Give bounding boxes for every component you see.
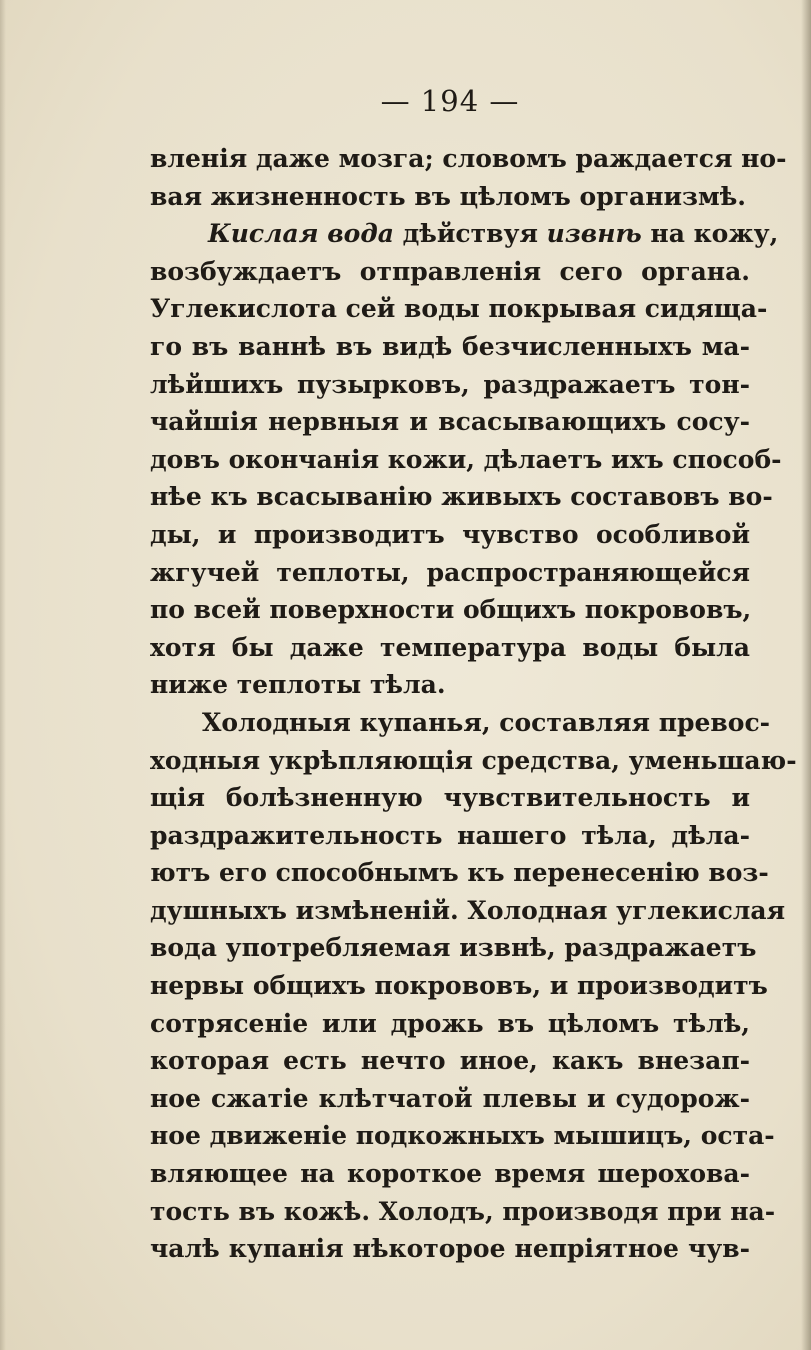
text-line: ды, и производитъ чувство особливой: [150, 519, 750, 549]
text-line: сотрясеніе или дрожь въ цѣломъ тѣлѣ,: [150, 1008, 750, 1038]
page-gutter-shadow: [0, 0, 6, 1350]
text-line: ниже теплоты тѣла.: [150, 670, 446, 700]
text-line: вляющее на короткое время шерохова-: [150, 1159, 750, 1189]
text-line: ходныя укрѣпляющія средства, уменьшаю-: [150, 745, 797, 775]
italic-phrase: Кислая вода: [208, 219, 394, 249]
text-line: нервы общихъ покрововъ, и производитъ: [150, 971, 768, 1001]
text-line: Углекислота сей воды покрывая сидяща-: [150, 294, 768, 324]
paragraph-first-line: [150, 215, 779, 253]
text-line: ютъ его способнымъ къ перенесенію воз-: [150, 858, 769, 888]
text-line: вода употребляемая извнѣ, раздражаетъ: [150, 933, 757, 963]
text-line: вая жизненность въ цѣломъ организмѣ.: [150, 181, 747, 211]
text-line: душныхъ измѣненій. Холодная углекислая: [150, 895, 786, 925]
text-span: на кожу,: [641, 219, 779, 249]
text-span: дѣйствуя: [393, 219, 547, 249]
text-line: которая есть нечто иное, какъ внезап-: [150, 1046, 750, 1076]
body-text: [150, 140, 797, 1268]
paragraph-first-line: Холодныя купанья, составляя превос-: [202, 707, 771, 737]
text-line: нѣе къ всасыванію живыхъ составовъ во-: [150, 482, 773, 512]
text-line: вленія даже мозга; словомъ раждается но-: [150, 144, 787, 173]
page-number: — 194 —: [380, 84, 520, 118]
text-line: го въ ваннѣ въ видѣ безчисленныхъ ма-: [150, 331, 750, 361]
text-line: чалѣ купанія нѣкоторое непріятное чув-: [150, 1234, 750, 1264]
text-line: ное сжатіе клѣтчатой плевы и судорож-: [150, 1083, 750, 1113]
text-line: возбуждаетъ отправленія сего органа.: [150, 256, 750, 286]
text-line: жгучей теплоты, распространяющейся: [150, 557, 750, 587]
text-line: довъ окончанія кожи, дѣлаетъ ихъ способ-: [150, 444, 782, 474]
text-line: тость въ кожѣ. Холодъ, производя при на-: [150, 1196, 776, 1226]
text-line: щія болѣзненную чувствительность и: [150, 783, 750, 813]
text-line: хотя бы даже температура воды была: [150, 632, 750, 662]
page-edge-shadow: [801, 0, 811, 1350]
text-line: раздражительность нашего тѣла, дѣла-: [150, 820, 750, 850]
text-line: по всей поверхности общихъ покрововъ,: [150, 595, 752, 625]
italic-phrase: извнѣ: [546, 219, 642, 249]
text-line: лѣйшихъ пузырковъ, раздражаетъ тон-: [150, 369, 750, 399]
text-line: ное движеніе подкожныхъ мышицъ, оста-: [150, 1121, 775, 1151]
text-line: чайшія нервныя и всасывающихъ сосу-: [150, 407, 750, 437]
